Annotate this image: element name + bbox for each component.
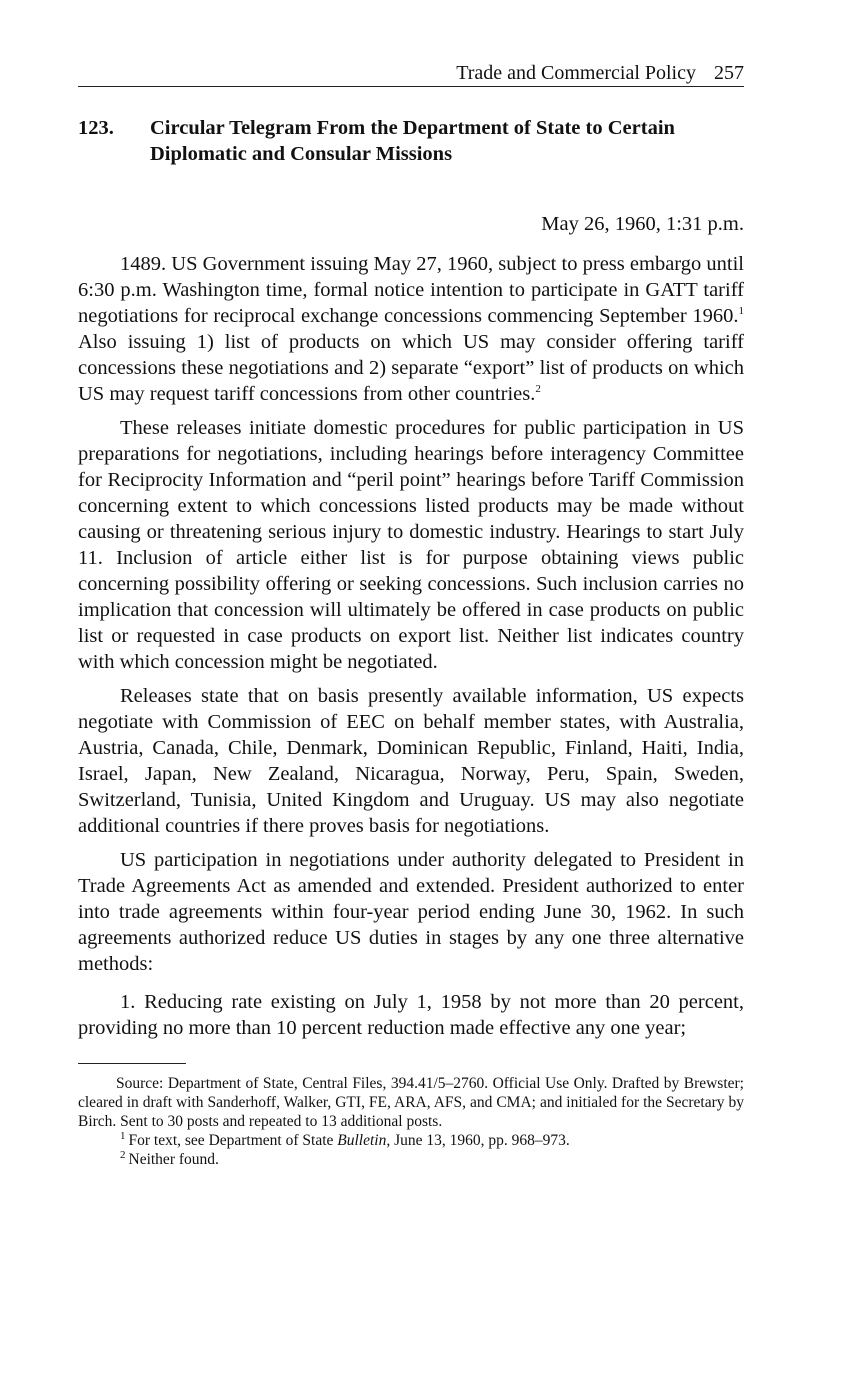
footnote-1-text-b: June 13, 1960, pp. 968–973. — [390, 1132, 570, 1149]
footnote-1-text-a: For text, see Department of State — [128, 1132, 338, 1149]
footnote-1-italic: Bulletin, — [337, 1132, 391, 1149]
document-number: 123. — [78, 117, 114, 139]
footnotes — [78, 1074, 744, 1169]
paragraph-1-text-a: 1489. US Government issuing May 27, 1960, subject to press embargo until 6:30 p.m. Washington time, formal notice intention to participate in GATT tariff negotiations for reciprocal exchange concessions commencing September 1960. — [78, 253, 744, 327]
footnote-divider — [78, 1063, 186, 1064]
paragraph-3: Releases state that on basis presently available information, US expects negotiate with Commission of EEC on behalf member states, with Australia, Austria, Canada, Chile, Denmark, Dominican Republic, Finland, Haiti, India, Israel, Japan, New Zealand, Nicaragua, Norway, Peru, Spain, Sweden, Switzerland, Tunisia, United Kingdom and Uruguay. US may also negotiate additional countries if there proves basis for negotiations. — [78, 685, 744, 837]
running-head — [78, 60, 744, 87]
paragraph-1 — [78, 251, 744, 407]
document-body — [78, 251, 744, 1041]
page-number: 257 — [714, 62, 744, 84]
footnote-2 — [78, 1150, 744, 1169]
footnote-1-number: 1 — [120, 1129, 126, 1142]
running-head-title: Trade and Commercial Policy — [456, 62, 696, 84]
footnote-ref-2: 2 — [535, 383, 541, 396]
footnote-2-text: Neither found. — [128, 1151, 219, 1168]
list-item-1: 1. Reducing rate existing on July 1, 1958 by not more than 20 percent, providing no more than 10 percent reduction made effective any one year; — [78, 991, 744, 1039]
document-heading — [78, 115, 744, 167]
document-page — [78, 60, 744, 1169]
footnote-1 — [78, 1131, 744, 1150]
source-note: Source: Department of State, Central Files, 394.41/5–2760. Official Use Only. Drafted by Brewster; cleared in draft with Sanderhoff, Walker, GTI, FE, ARA, AFS, and CMA; and initialed for the Secretary by Birch. Sent to 30 posts and repeated to 13 additional posts. — [78, 1075, 744, 1130]
paragraph-2: These releases initiate domestic procedures for public participation in US preparations for negotiations, including hearings before interagency Committee for Reciprocity Information and “peril point” hearings before Tariff Commission concerning extent to which concessions listed products may be made without causing or threatening serious injury to domestic industry. Hearings to start July 11. Inclusion of article either list is for purpose obtaining views public concerning possibility offering or seeking concessions. Such inclusion carries no implication that concession will ultimately be offered in case products on public list or requested in case products on export list. Neither list indicates country with which concession might be negotiated. — [78, 417, 744, 673]
paragraph-1-text-b: Also issuing 1) list of products on which US may consider offering tariff concessions these negotiations and 2) separate “export” list of products on which US may request tariff concessions from other countries. — [78, 331, 744, 405]
paragraph-4: US participation in negotiations under authority delegated to President in Trade Agreements Act as amended and extended. President authorized to enter into trade agreements within four-year period ending June 30, 1962. In such agreements authorized reduce US duties in stages by any one three alternative methods: — [78, 849, 744, 975]
footnote-2-number: 2 — [120, 1148, 126, 1161]
document-title: Circular Telegram From the Department of State to Certain Diplomatic and Consular Missions — [150, 117, 675, 165]
dateline: May 26, 1960, 1:31 p.m. — [541, 213, 744, 235]
footnote-ref-1: 1 — [738, 305, 744, 318]
